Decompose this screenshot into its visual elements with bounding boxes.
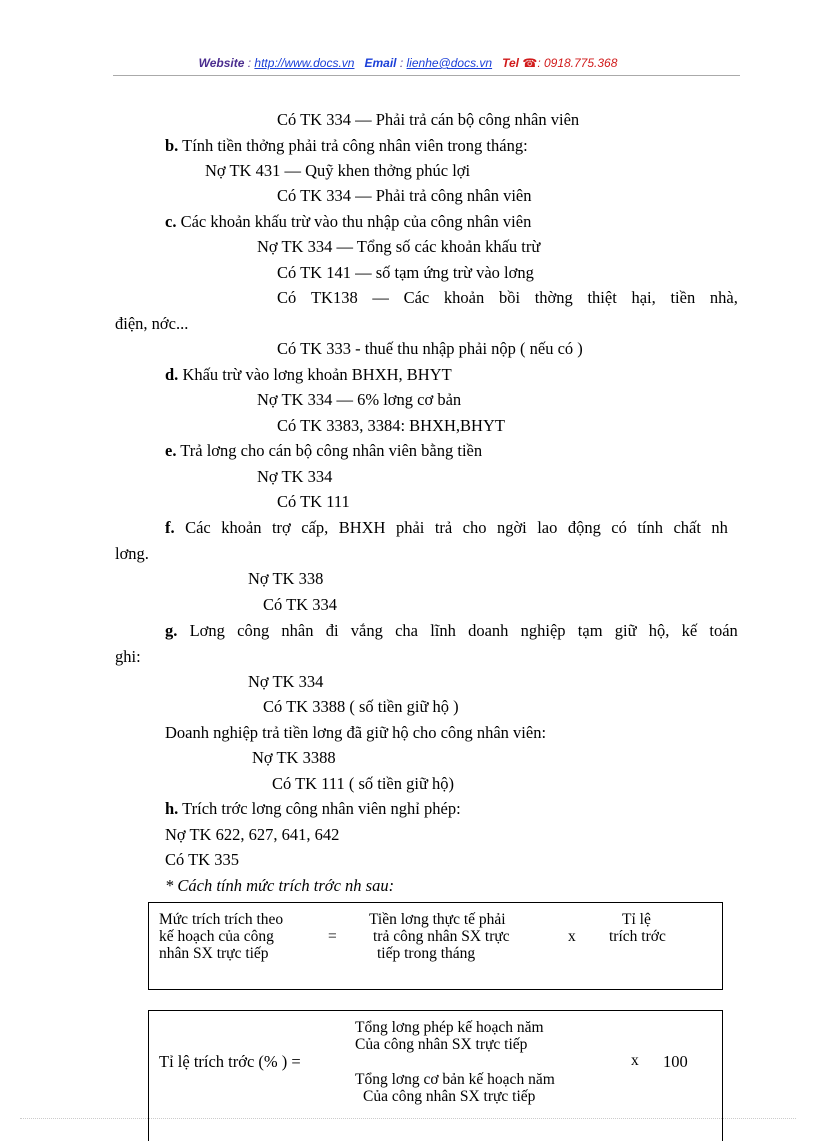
formula-text: Của công nhân SX trực tiếp [363,1088,536,1105]
section-label: f. [165,518,175,537]
entry-line: Nợ TK 334 — 6% lơng cơ bản [257,390,462,409]
word: cấp, [301,518,329,537]
section-d [165,365,452,385]
page-bottom-divider [20,1118,796,1119]
formula-denominator [355,1071,555,1105]
entry-line: Nợ TK 431 — Quỹ khen thởng phúc lợi [205,161,471,180]
entry-line: Có TK 141 — số tạm ứng trừ vào lơng [277,263,534,282]
word: chất [673,518,701,537]
formula-left: Tỉ lệ trích trớc (% ) = [159,1052,301,1071]
word: hộ, [648,621,670,640]
formula-numerator [355,1019,544,1053]
word: tiền [670,288,696,307]
word: thiệt [587,288,617,307]
tel-number: : 0918.775.368 [537,56,618,70]
section-text: Tính tiền thởng phải trả công nhân viên trong tháng: [178,136,528,155]
formula-text: Tỉ lệ [622,911,651,928]
word: lĩnh [430,621,456,640]
formula-text: trích trớc [609,928,666,945]
word: bồi [498,288,521,307]
entry-line: Có TK 111 ( số tiền giữ hộ) [272,774,455,793]
tel-label: Tel [502,56,520,70]
word: doanh [468,621,509,640]
entry-line: Có TK 333 - thuế thu nhập phải nộp ( nếu có ) [277,339,583,358]
page-header: Website : http://www.docs.vn Email : lienhe@docs.vn Tel ☎: 0918.775.368 [198,56,618,70]
formula-text: kế hoạch của công [159,928,274,945]
formula-left [159,911,283,962]
formula-text: nhân SX trực tiếp [159,945,269,962]
entry-line: Có TK 335 [165,850,239,869]
formula-middle [369,911,510,962]
formula-text: trả công nhân SX trực [373,928,510,945]
times-sign: x [568,928,576,945]
entry-line: Có TK 334 — Phải trả công nhân viên [277,186,532,205]
formula-right [609,911,666,945]
word: toán [709,621,738,640]
formula-text: Tổng lơng cơ bản kế hoạch năm [355,1071,555,1088]
word: tạm [577,621,603,640]
word: công [237,621,270,640]
word: Các [403,288,430,307]
formula-text: Tổng lơng phép kế hoạch năm [355,1019,544,1036]
section-label: b. [165,136,179,155]
entry-line: Có TK 3383, 3384: BHXH,BHYT [277,416,505,435]
word: kế [681,621,698,640]
entry-line: Doanh nghiệp trả tiền lơng đã giữ hộ cho công nhân viên: [165,723,547,742]
section-h [165,799,461,819]
word: cho [462,518,487,537]
section-text: Khấu trừ vào lơng khoản BHXH, BHYT [178,365,452,384]
word: Các [185,518,211,537]
word: trợ [271,518,291,537]
header-divider [113,75,740,76]
email-link[interactable]: lienhe@docs.vn [406,56,493,70]
email-label: Email [364,56,397,70]
section-text: Trả lơng cho cán bộ công nhân viên bằng tiền [176,441,483,460]
entry-line: Có TK 334 — Phải trả cán bộ công nhân viên [277,110,580,129]
entry-line: Nợ TK 334 [257,467,333,486]
word: vắng [350,621,383,640]
word: thờng [534,288,573,307]
word: nghiệp [520,621,566,640]
entry-line: Có TK 334 [263,595,337,614]
section-b [165,136,528,156]
equals-sign: = [328,928,337,945]
website-link[interactable]: http://www.docs.vn [254,56,355,70]
word: trả [434,518,453,537]
word: hại, [631,288,656,307]
formula-box-1 [148,902,723,990]
entry-line: Nợ TK 3388 [252,748,336,767]
word: nhà, [709,288,738,307]
section-c [165,212,531,232]
section-label: c. [165,212,177,231]
entry-line: Có TK 111 [277,492,350,511]
section-g [165,621,738,641]
word: khoản [443,288,485,307]
word: tính [637,518,663,537]
section-e [165,441,482,461]
section-f [165,518,728,538]
word: có [611,518,627,537]
phone-icon: ☎ [522,56,538,70]
word: khoản [221,518,262,537]
formula-text: tiếp trong tháng [377,945,476,962]
section-label: e. [165,441,177,460]
word: — [372,288,389,307]
factor-100: 100 [663,1052,688,1071]
formula-text: Của công nhân SX trực tiếp [355,1036,528,1053]
word: lao [537,518,558,537]
section-label: d. [165,365,179,384]
times-sign: x [631,1052,639,1069]
word: nhân [281,621,314,640]
entry-line: Nợ TK 338 [248,569,324,588]
word: đi [325,621,339,640]
website-label: Website [198,56,245,70]
entry-line: ghi: [115,647,141,666]
entry-line: Nợ TK 334 [248,672,324,691]
word: Lơng [189,621,225,640]
word: nh [711,518,728,537]
entry-line: Nợ TK 334 — Tổng số các khoản khấu trừ [257,237,541,256]
section-text: Các khoản khấu trừ vào thu nhập của công nhân viên [176,212,532,231]
entry-line: Có TK 3388 ( số tiền giữ hộ ) [263,697,459,716]
section-label: h. [165,799,179,818]
formula-box-2 [148,1010,723,1141]
entry-line: lơng. [115,544,149,563]
word: phải [395,518,425,537]
justified-line [277,288,738,308]
word: Có [277,288,297,307]
word: giữ [614,621,637,640]
section-text: Trích trớc lơng công nhân viên nghỉ phép: [178,799,461,818]
entry-line: điện, nớc... [115,314,189,333]
entry-line: Nợ TK 622, 627, 641, 642 [165,825,340,844]
word: ngời [496,518,527,537]
section-label: g. [165,621,178,640]
formula-text: Tiền lơng thực tế phải [369,911,506,928]
word: TK138 [310,288,358,307]
word: cha [395,621,418,640]
formula-text: Mức trích trích theo [159,911,284,928]
word: BHXH [338,518,386,537]
word: động [567,518,601,537]
formula-intro: * Cách tính mức trích trớc nh sau: [165,876,395,895]
